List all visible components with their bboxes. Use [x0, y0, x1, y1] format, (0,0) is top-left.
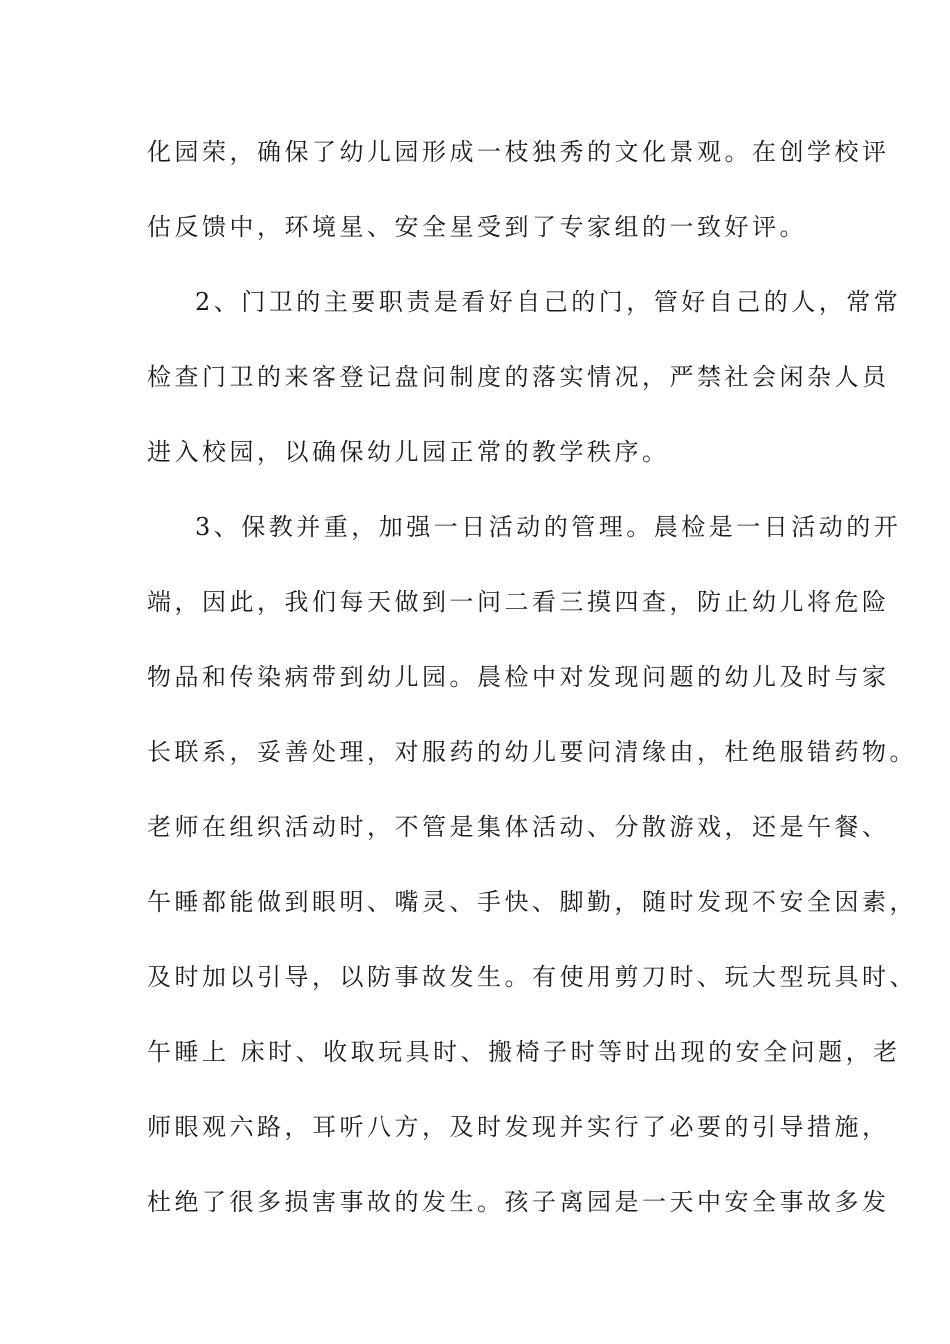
text-line: 物品和传染病带到幼儿园。晨检中对发现问题的幼儿及时与家	[147, 663, 890, 691]
text-line: 午睡都能做到眼明、嘴灵、手快、脚勤，随时发现不安全因素，	[147, 888, 917, 916]
text-line: 长联系，妥善处理，对服药的幼儿要问清缘由，杜绝服错药物。	[147, 738, 917, 766]
paragraph-start-line: 3、保教并重，加强一日活动的管理。晨检是一日活动的开	[195, 513, 902, 541]
text-line: 检查门卫的来客登记盘问制度的落实情况，严禁社会闲杂人员	[147, 363, 890, 391]
text-line: 午睡上 床时、收取玩具时、搬椅子时等时出现的安全问题，老	[147, 1038, 901, 1066]
text-line: 及时加以引导，以防事故发生。有使用剪刀时、玩大型玩具时、	[147, 963, 917, 991]
paragraph-start-line: 2、门卫的主要职责是看好自己的门，管好自己的人，常常	[195, 288, 902, 316]
text-line: 杜绝了很多损害事故的发生。孩子离园是一天中安全事故多发	[147, 1188, 890, 1216]
text-line: 端，因此，我们每天做到一问二看三摸四查，防止幼儿将危险	[147, 588, 890, 616]
text-line: 估反馈中，环境星、安全星受到了专家组的一致好评。	[147, 213, 807, 241]
text-line: 进入校园，以确保幼儿园正常的教学秩序。	[147, 438, 670, 466]
text-line: 老师在组织活动时，不管是集体活动、分散游戏，还是午餐、	[147, 813, 890, 841]
text-line: 师眼观六路，耳听八方，及时发现并实行了必要的引导措施，	[147, 1113, 890, 1141]
text-line: 化园荣，确保了幼儿园形成一枝独秀的文化景观。在创学校评	[147, 138, 890, 166]
